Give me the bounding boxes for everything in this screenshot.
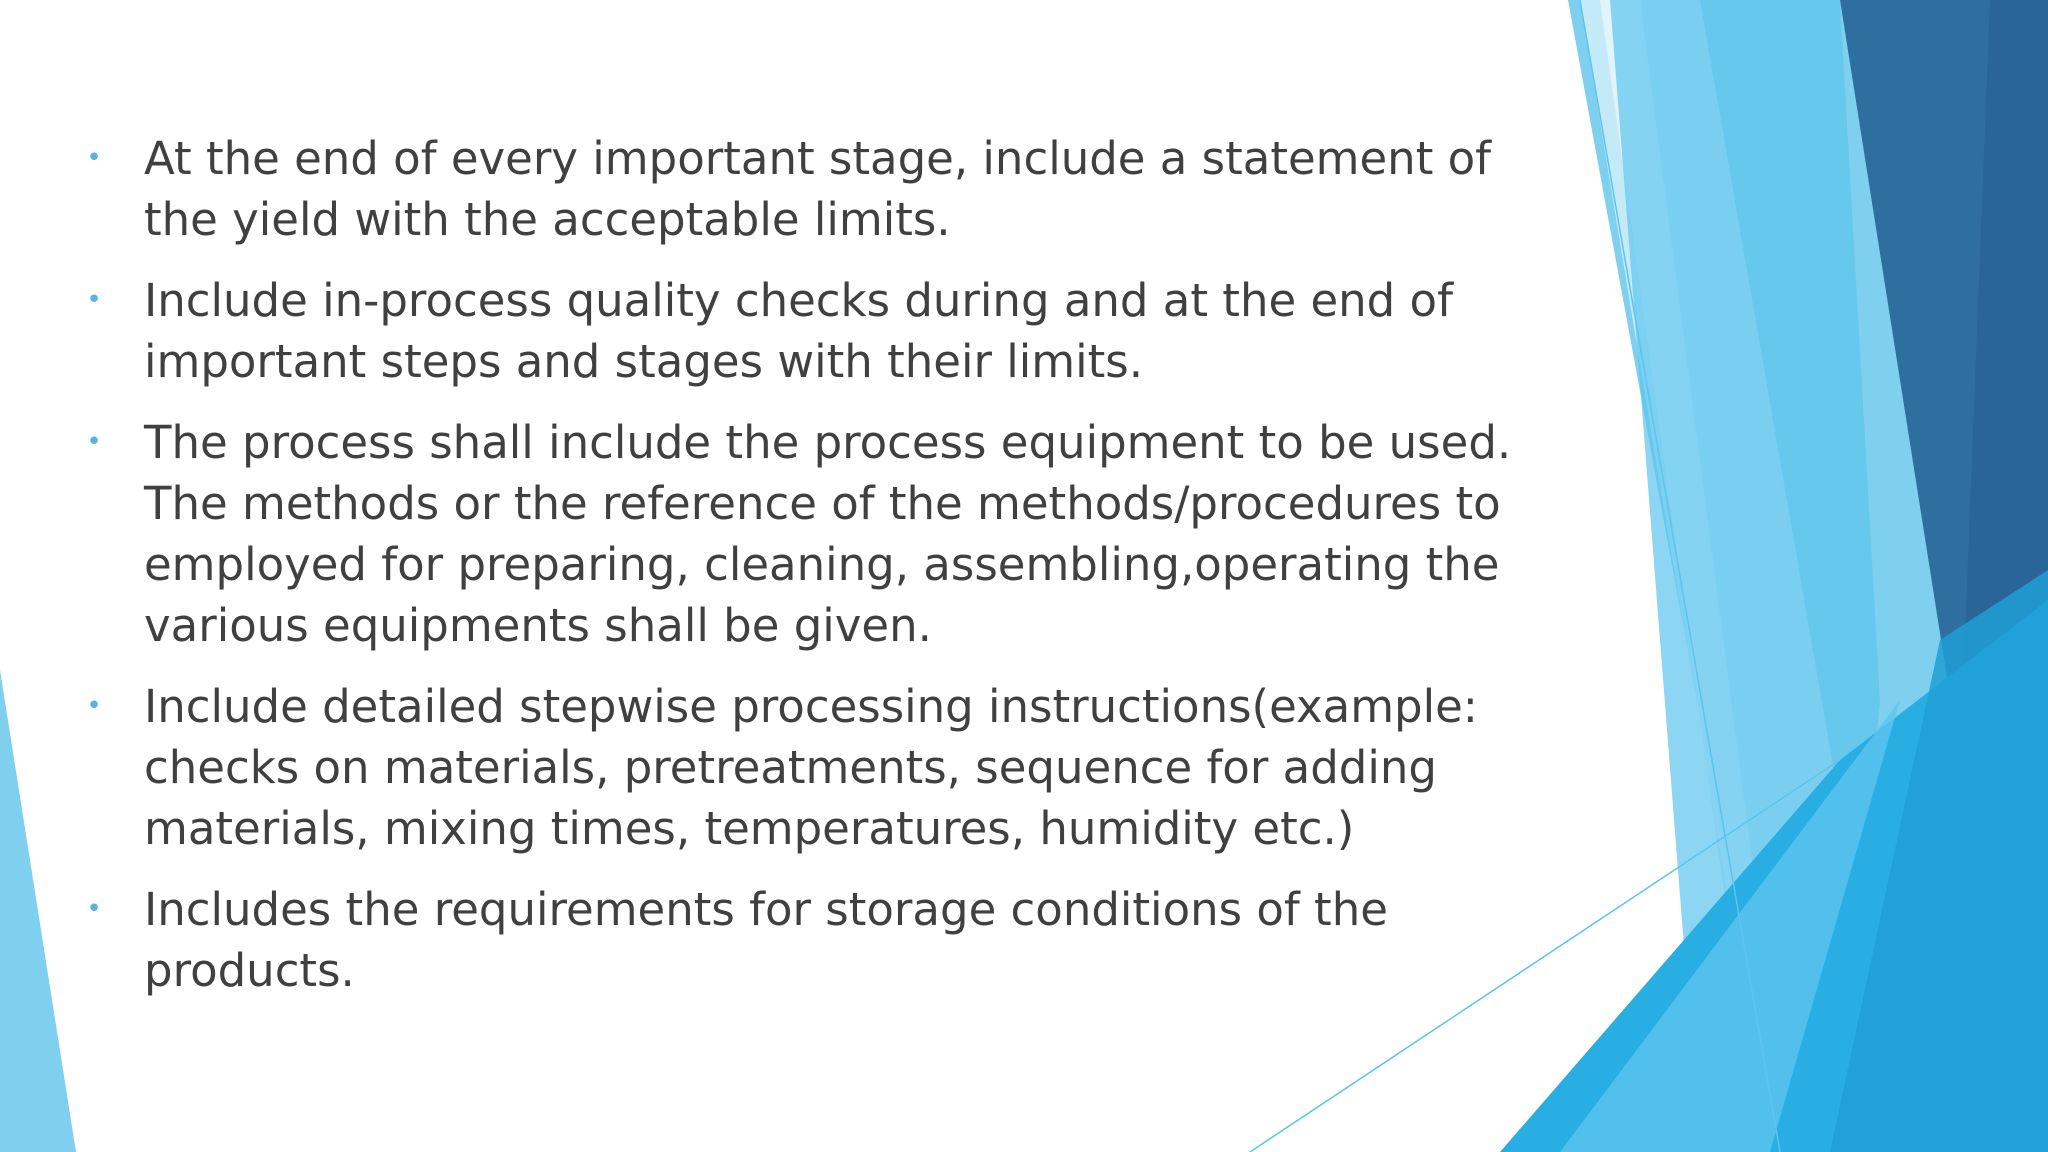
slide-content	[84, 128, 1564, 1021]
bullet-text: Include in-process quality checks during and at the end of important steps and stages with their limits.	[144, 274, 1453, 388]
bullet-item	[84, 676, 1564, 859]
bullet-item	[84, 879, 1564, 1001]
bullet-list	[84, 128, 1564, 1001]
left-edge-shape	[0, 670, 76, 1152]
bullet-item	[84, 128, 1564, 250]
triangle-bullet-icon: •	[86, 691, 102, 721]
triangle-bullet-icon: •	[86, 894, 102, 924]
bullet-text: Include detailed stepwise processing instructions(example: checks on materials, pretreatments, sequence for adding materials, mixing times, temperatures, humidity etc.)	[144, 680, 1478, 855]
bullet-text: At the end of every important stage, include a statement of the yield with the acceptable limits.	[144, 132, 1492, 246]
triangle-bullet-icon: •	[86, 427, 102, 457]
bullet-item	[84, 412, 1564, 656]
bullet-item	[84, 270, 1564, 392]
triangle-bullet-icon: •	[86, 285, 102, 315]
triangle-bullet-icon: •	[86, 143, 102, 173]
bullet-text: The process shall include the process equipment to be used. The methods or the reference of the methods/procedures to employed for preparing, cleaning, assembling,operating the various equipments shall be given.	[144, 416, 1512, 652]
bullet-text: Includes the requirements for storage conditions of the products.	[144, 883, 1388, 997]
